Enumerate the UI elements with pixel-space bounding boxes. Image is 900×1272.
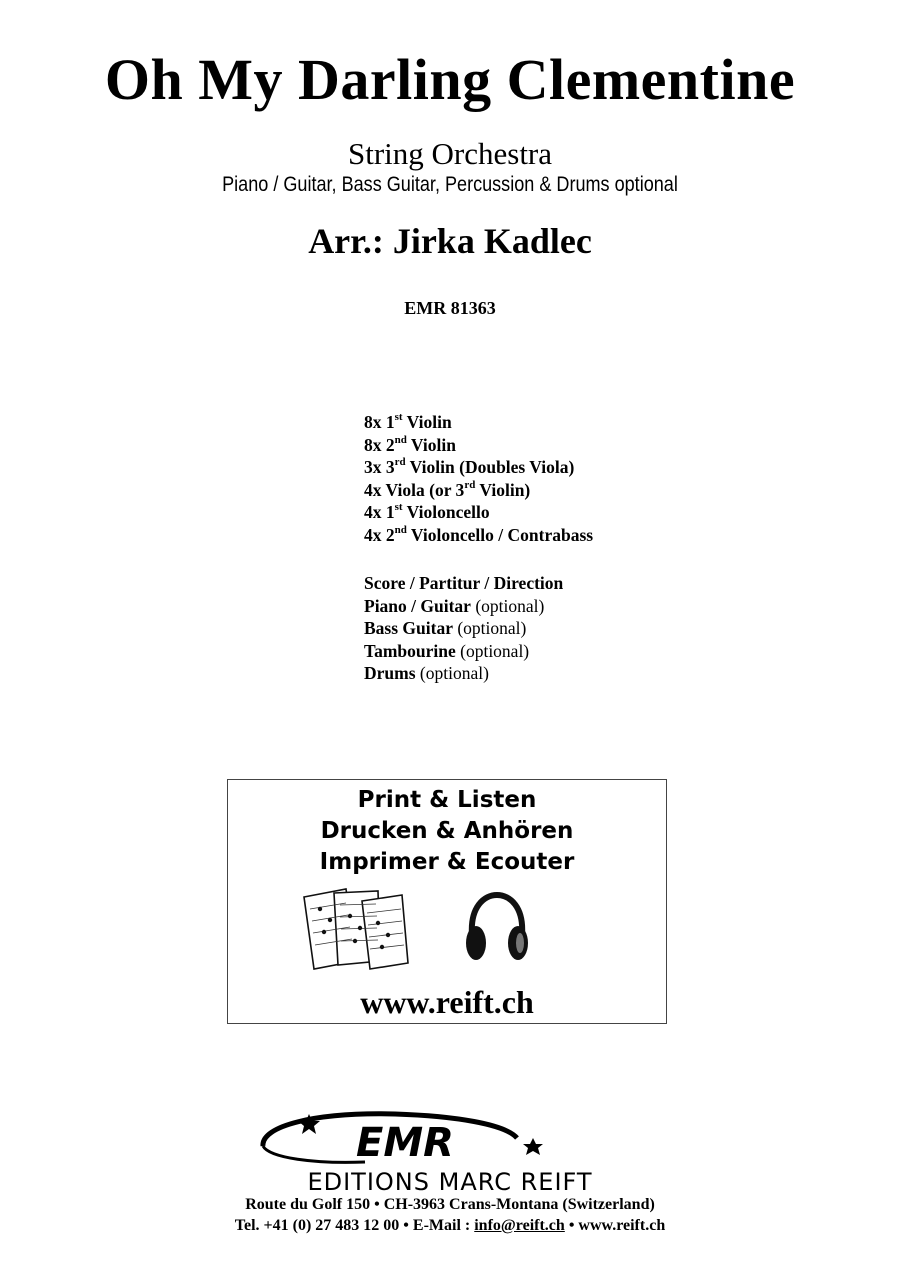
- subtitle: String Orchestra: [347, 136, 553, 171]
- publisher-name: EDITIONS MARC REIFT: [307, 1168, 593, 1196]
- catalog-number: EMR 81363: [404, 298, 496, 318]
- parts-list: [364, 411, 593, 546]
- emr-logo: [255, 1108, 545, 1168]
- extras-list: [364, 572, 563, 685]
- part-line: 4x 2nd Violoncello / Contrabass: [364, 523, 594, 545]
- arranger: Arr.: Jirka Kadlec: [308, 221, 592, 261]
- website-text: • www.reift.ch: [564, 1217, 666, 1234]
- svg-text:EMR: EMR: [356, 1120, 454, 1166]
- extra-line: Score / Partitur / Direction: [364, 573, 564, 593]
- promo-line-french: Imprimer & Ecouter: [319, 849, 575, 875]
- phone-label: Tel. +41 (0) 27 483 12 00 • E-Mail :: [234, 1217, 475, 1234]
- extra-line: Drums (optional): [364, 663, 489, 683]
- email-link[interactable]: info@reift.ch: [474, 1217, 565, 1234]
- extra-line: Tambourine (optional): [364, 640, 530, 661]
- page-title: Oh My Darling Clementine: [104, 47, 796, 112]
- extra-line: Piano / Guitar (optional): [364, 595, 545, 616]
- promo-line-german: Drucken & Anhören: [320, 818, 574, 844]
- part-line: 8x 1st Violin: [364, 411, 452, 432]
- print-listen-box: [227, 779, 667, 1024]
- part-line: 4x 1st Violoncello: [364, 501, 490, 522]
- promo-line-english: Print & Listen: [357, 787, 537, 813]
- sheet-music-icon: [300, 885, 412, 973]
- optional-instruments: Piano / Guitar, Bass Guitar, Percussion & Drums optional: [222, 173, 678, 196]
- promo-url-link[interactable]: www.reift.ch: [360, 984, 534, 1020]
- part-line: 3x 3rd Violin (Doubles Viola): [364, 456, 575, 477]
- part-line: 4x Viola (or 3rd Violin): [364, 478, 531, 500]
- headphones-icon: [462, 891, 532, 967]
- publisher-contact: [0, 1217, 900, 1235]
- publisher-address: Route du Golf 150 • CH-3963 Crans-Montana (Switzerland): [245, 1196, 655, 1213]
- part-line: 8x 2nd Violin: [364, 433, 456, 455]
- extra-line: Bass Guitar (optional): [364, 618, 527, 638]
